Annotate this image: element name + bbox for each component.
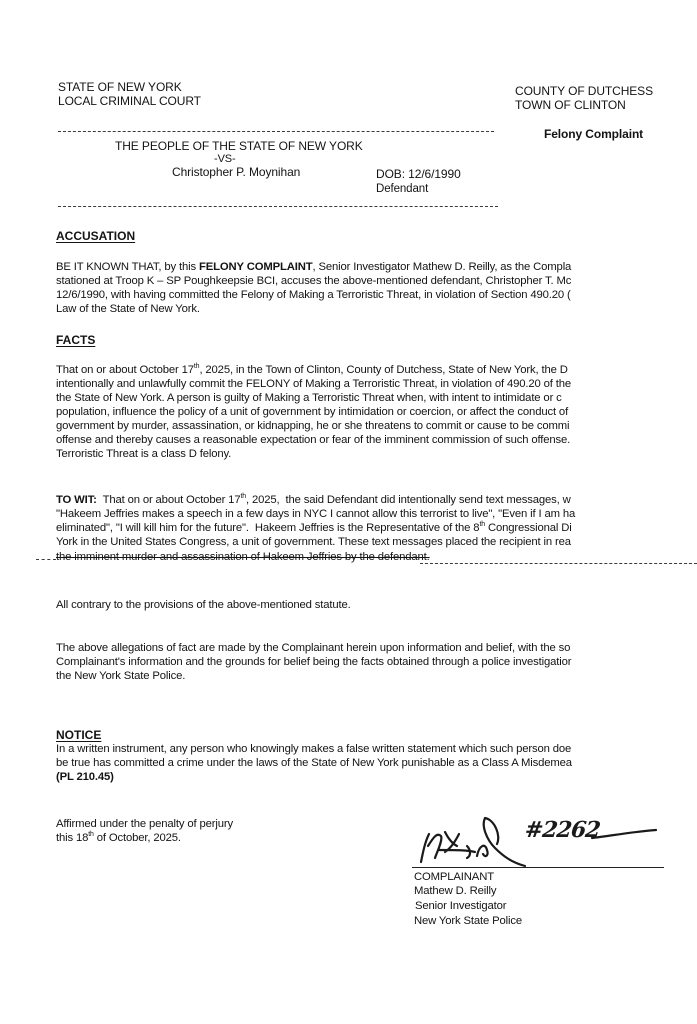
to-wit-line-2: "Hakeem Jeffries makes a speech in a few days in NYC I cannot allow this terrorist to live", "Even if I am ha <box>56 508 576 520</box>
contrary-statement: All contrary to the provisions of the above-mentioned statute. <box>56 599 351 611</box>
facts-heading: FACTS <box>56 333 96 347</box>
felony-complaint-emphasis: FELONY COMPLAINT <box>199 261 313 273</box>
facts-line-7: Terroristic Threat is a class D felony. <box>56 448 232 460</box>
defendant-label: Defendant <box>376 183 429 195</box>
facts-line-1 <box>56 363 568 377</box>
affirmation-text: of October, 2025. <box>93 832 181 844</box>
notice-citation: (PL 210.45) <box>56 771 114 783</box>
accusation-heading: ACCUSATION <box>56 229 136 243</box>
county-heading: COUNTY OF DUTCHESS <box>515 84 653 98</box>
ordinal-suffix: th <box>88 831 94 839</box>
facts-text: That on or about October 17 <box>56 364 194 376</box>
to-wit-line-4: York in the United States Congress, a unit of government. These text messages placed the recipient in rea <box>56 536 571 548</box>
ordinal-suffix: th <box>240 493 246 501</box>
notice-line-2: be true has committed a crime under the laws of the State of New York punishable as a Class A Misdemea <box>56 757 572 769</box>
allegations-line-3: the New York State Police. <box>56 670 186 682</box>
accusation-line-2: stationed at Troop K – SP Poughkeepsie BCI, accuses the above-mentioned defendant, Christopher T. Mc <box>56 275 572 287</box>
notice-heading: NOTICE <box>56 728 102 742</box>
facts-line-4: population, influence the policy of a unit of government by intimidation or coercion, or affect the conduct of <box>56 406 569 418</box>
signature-badge-number: #2262 <box>523 817 602 843</box>
facts-line-3: the State of New York. A person is guilty of Making a Terroristic Threat when, with intent to intimidate or c <box>56 392 562 404</box>
allegations-line-1: The above allegations of fact are made by the Complainant herein upon information and belief, with the so <box>56 642 571 654</box>
to-wit-leader-right <box>420 563 697 564</box>
complainant-role: COMPLAINANT <box>414 871 494 883</box>
caption-bottom-rule <box>58 206 498 207</box>
defendant-name: Christopher P. Moynihan <box>172 165 301 179</box>
affirmation-line-1: Affirmed under the penalty of perjury <box>56 818 233 830</box>
affirmation-text: this 18 <box>56 832 89 844</box>
plaintiff-caption: THE PEOPLE OF THE STATE OF NEW YORK <box>115 139 363 153</box>
to-wit-line-1 <box>56 493 571 507</box>
state-heading: STATE OF NEW YORK <box>58 80 182 94</box>
to-wit-text: That on or about October 17 <box>96 494 241 506</box>
facts-line-5: government by murder, assassination, or kidnapping, he or she threatens to commit or cause to be commi <box>56 420 570 432</box>
facts-text: , 2025, in the Town of Clinton, County of Dutchess, State of New York, the D <box>199 364 568 376</box>
signature-flourish-icon <box>590 826 660 842</box>
signature-line <box>412 867 664 868</box>
accusation-line-3: 12/6/1990, with having committed the Felony of Making a Terroristic Threat, in violation of Section 490.20 ( <box>56 289 571 301</box>
caption-top-rule <box>58 131 494 132</box>
court-heading: LOCAL CRIMINAL COURT <box>58 94 201 108</box>
complainant-title: Senior Investigator <box>415 900 507 912</box>
affirmation-line-2 <box>56 831 181 845</box>
accusation-line-1 <box>56 260 571 274</box>
versus-label: -VS- <box>214 153 236 165</box>
facts-line-2: intentionally and unlawfully commit the FELONY of Making a Terroristic Threat, in violation of 490.20 of the <box>56 378 572 390</box>
to-wit-text: Congressional Di <box>484 522 572 534</box>
complainant-agency: New York State Police <box>414 915 522 927</box>
accusation-text: BE IT KNOWN THAT, by this <box>56 261 199 273</box>
to-wit-label: TO WIT: <box>56 494 97 506</box>
allegations-line-2: Complainant's information and the grounds for belief being the facts obtained through a police investigatior <box>56 656 572 668</box>
to-wit-text: eliminated", "I will kill him for the future". Hakeem Jeffries is the Representative of the 8 <box>56 522 480 534</box>
document-type: Felony Complaint <box>544 127 644 141</box>
town-heading: TOWN OF CLINTON <box>515 98 626 112</box>
to-wit-line-3 <box>56 521 572 535</box>
ordinal-suffix: th <box>193 363 200 371</box>
accusation-line-4: Law of the State of New York. <box>56 303 200 315</box>
defendant-dob: DOB: 12/6/1990 <box>376 167 461 181</box>
notice-line-1: In a written instrument, any person who knowingly makes a false written statement which such person doe <box>56 743 572 755</box>
to-wit-leader-left <box>36 559 56 560</box>
complainant-name: Mathew D. Reilly <box>414 885 497 897</box>
to-wit-line-5: the imminent murder and assassination of Hakeem Jeffries by the defendant. <box>56 551 430 563</box>
to-wit-text: , 2025, the said Defendant did intentionally send text messages, w <box>246 494 571 506</box>
accusation-text: , Senior Investigator Mathew D. Reilly, as the Compla <box>312 261 572 273</box>
ordinal-suffix: th <box>479 521 485 529</box>
facts-line-6: offense and thereby causes a reasonable expectation or fear of the imminent commission of such offense. <box>56 434 571 446</box>
